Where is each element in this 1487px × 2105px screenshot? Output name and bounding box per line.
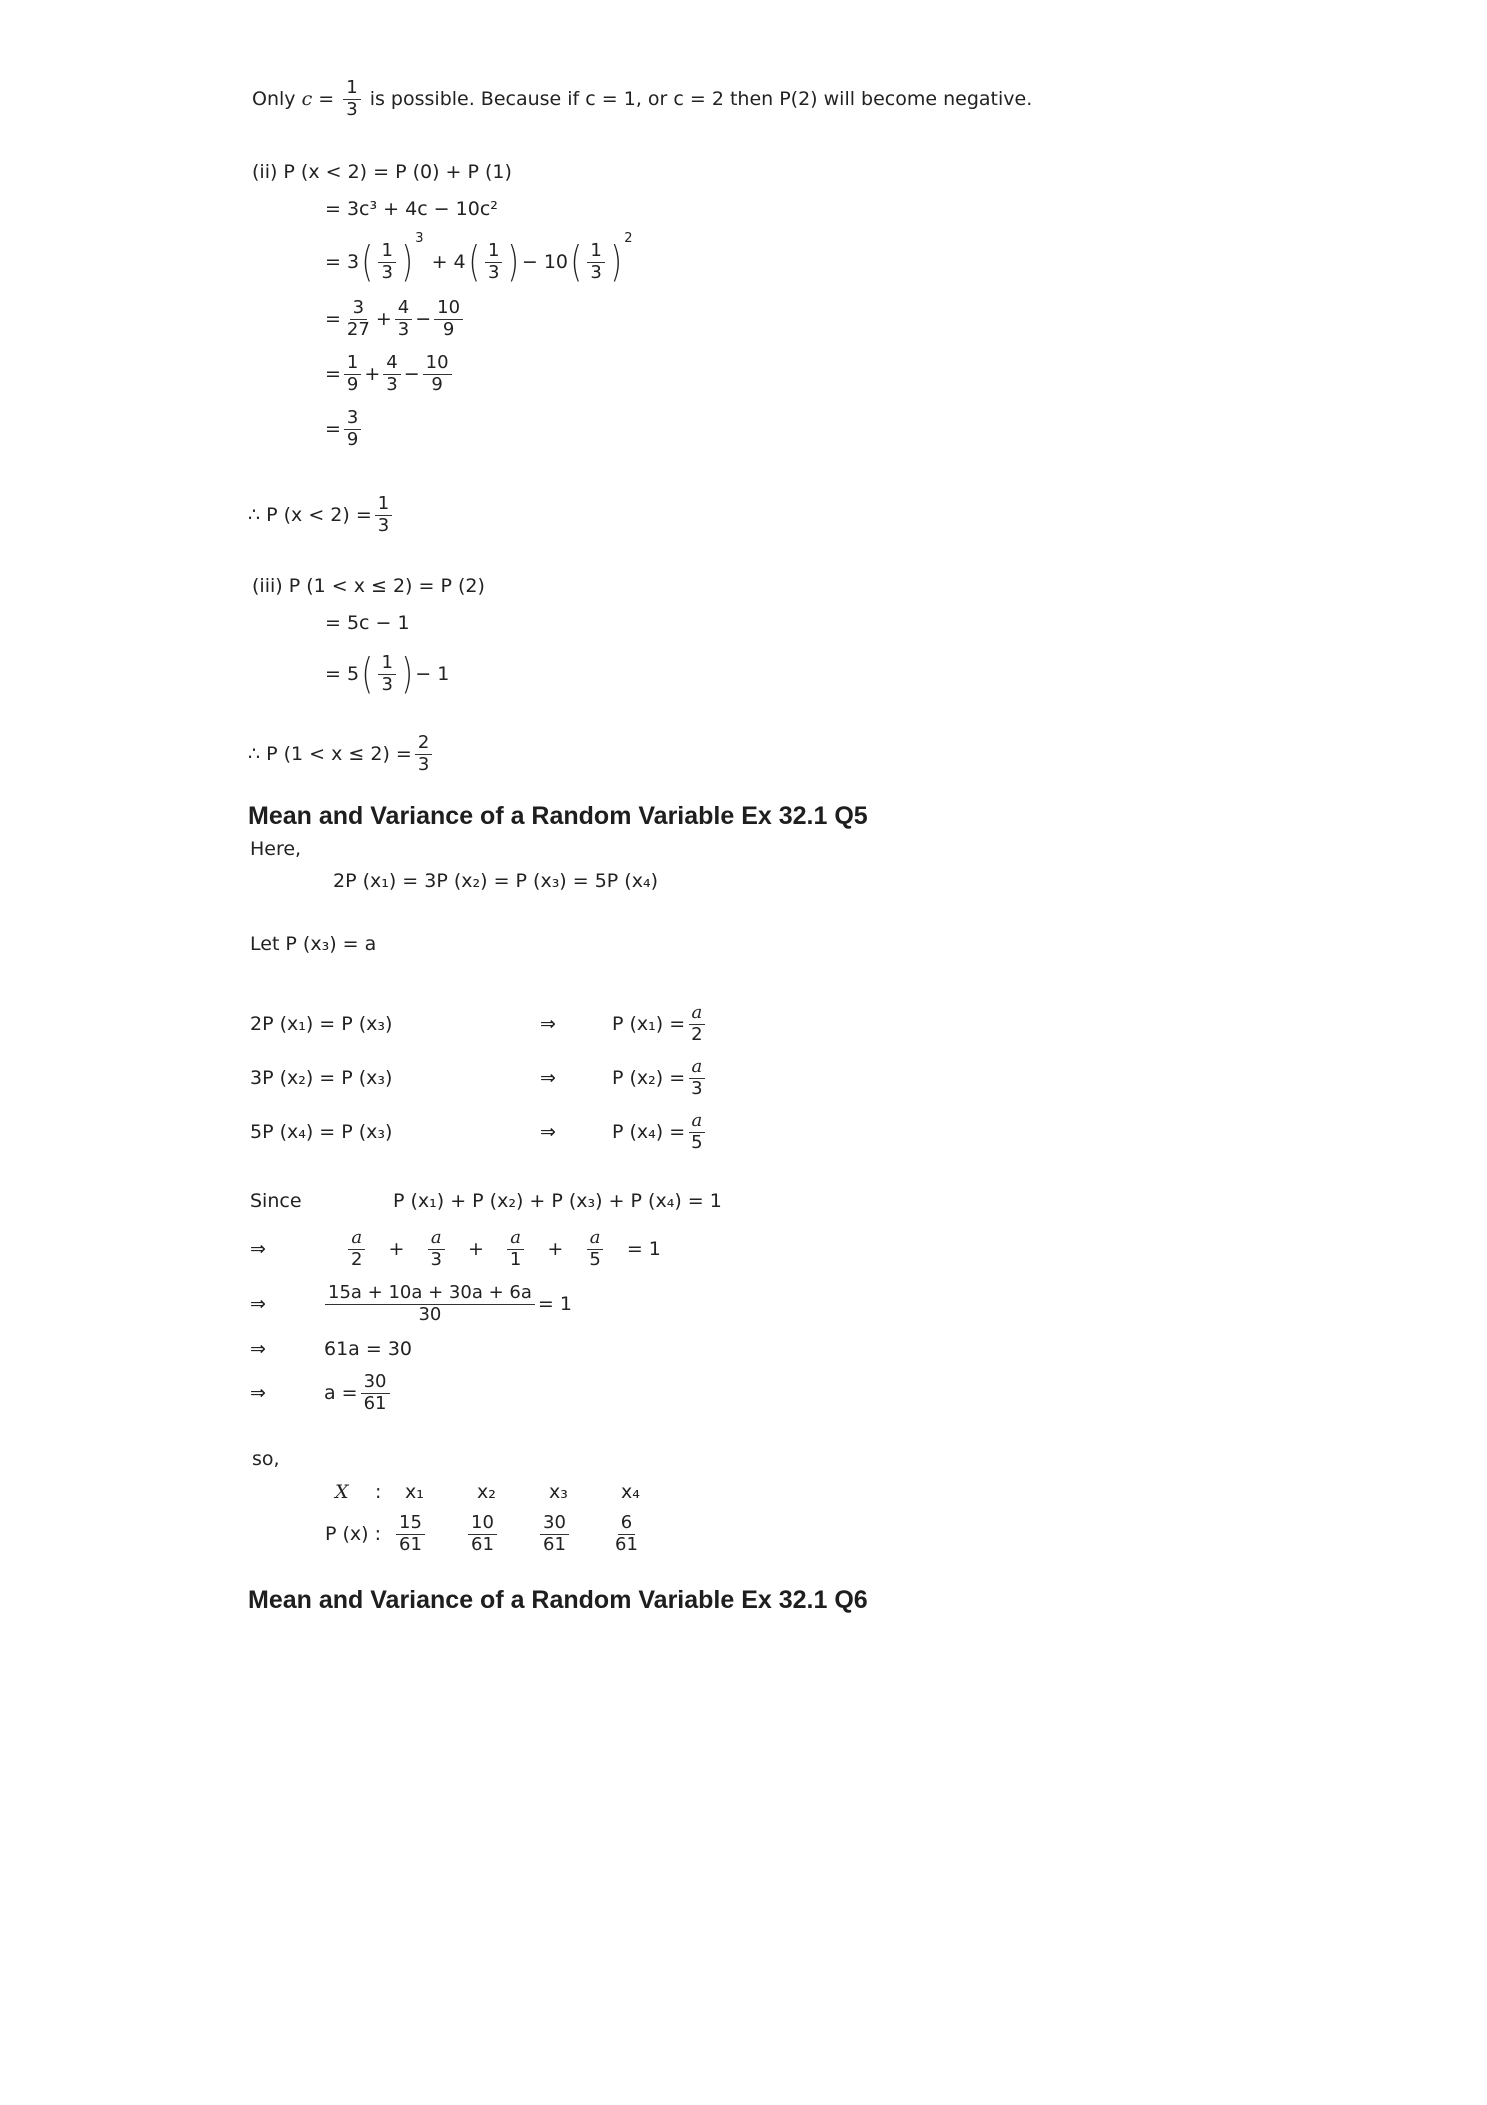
step-a-value: ⇒ a = $\frac{30}{61}$ [250, 1372, 393, 1415]
section-heading-q6: Mean and Variance of a Random Variable Ex 32.1 Q6 [248, 1586, 868, 1614]
part3-heading: (iii) P (1 < x ≤ 2) = P (2) [252, 575, 485, 597]
let-statement: Let P (x₃) = a [250, 933, 377, 955]
implication-row-3: 5P (x₄) = P (x₃) ⇒ P (x₄) = $\frac{a}{5}$ [250, 1111, 730, 1154]
since-label: Since [250, 1190, 302, 1212]
part2-line3: = $\frac{3}{27}$ + $\frac{4}{3}$ − $\frac{10}{9}$ [325, 298, 466, 341]
part2-line5: = $\frac{3}{9}$ [325, 408, 364, 451]
part2-result: ∴ P (x < 2) = $\frac{1}{3}$ [248, 494, 395, 537]
fraction-one-third: $\frac{1}{3}$ [343, 78, 360, 121]
given-equation: 2P (x₁) = 3P (x₂) = P (x₃) = 5P (x₄) [333, 870, 658, 892]
step-combined-fraction: ⇒ $\frac{15a + 10a + 30a + 6a}{30}$ = 1 [250, 1282, 572, 1325]
implication-row-1: 2P (x₁) = P (x₃) ⇒ P (x₁) = $\frac{a}{2}$ [250, 1003, 730, 1046]
intro-line [252, 78, 1032, 121]
var-c: c [301, 87, 313, 110]
since-equation: P (x₁) + P (x₂) + P (x₃) + P (x₄) = 1 [393, 1190, 722, 1212]
so-label: so, [252, 1448, 280, 1470]
step-61a: ⇒ 61a = 30 [250, 1338, 412, 1360]
here-label: Here, [250, 838, 302, 860]
part3-result: ∴ P (1 < x ≤ 2) = $\frac{2}{3}$ [248, 733, 435, 776]
part2-line1: = 3c³ + 4c − 10c² [325, 198, 498, 220]
intro-reason: is possible. Because if c = 1, or c = 2 then P(2) will become negative. [363, 87, 1033, 110]
part3-line2: = 5 ( $\frac{1}{3}$ ) − 1 [325, 649, 450, 698]
distribution-p-row: P (x) : $\frac{15}{61}$ $\frac{10}{61}$ $\frac{30}{61}$ $\frac{6}{61}$ [325, 1512, 638, 1555]
section-heading-q5: Mean and Variance of a Random Variable Ex 32.1 Q5 [248, 802, 868, 830]
intro-text: Only [252, 87, 302, 110]
part2-line2: = 3 ( $\frac{1}{3}$ ) $^3$ + 4 ( $\frac{1}{3}$ ) − 10 ( $\frac{1}{3}$ ) $^2$ [325, 231, 633, 286]
step-sum-fractions: ⇒ $\frac{a}{2}$ + $\frac{a}{3}$ + $\frac{a}{1}$ + $\frac{a}{5}$ = 1 [250, 1227, 661, 1270]
equals: = [312, 87, 341, 110]
implication-row-2: 3P (x₂) = P (x₃) ⇒ P (x₂) = $\frac{a}{3}$ [250, 1057, 730, 1100]
distribution-x-row: X : x₁ x₂ x₃ x₄ [335, 1481, 640, 1503]
part2-line4: = $\frac{1}{9}$ + $\frac{4}{3}$ − $\frac{10}{9}$ [325, 353, 455, 396]
part3-line1: = 5c − 1 [325, 612, 410, 634]
part2-heading: (ii) P (x < 2) = P (0) + P (1) [252, 161, 512, 183]
